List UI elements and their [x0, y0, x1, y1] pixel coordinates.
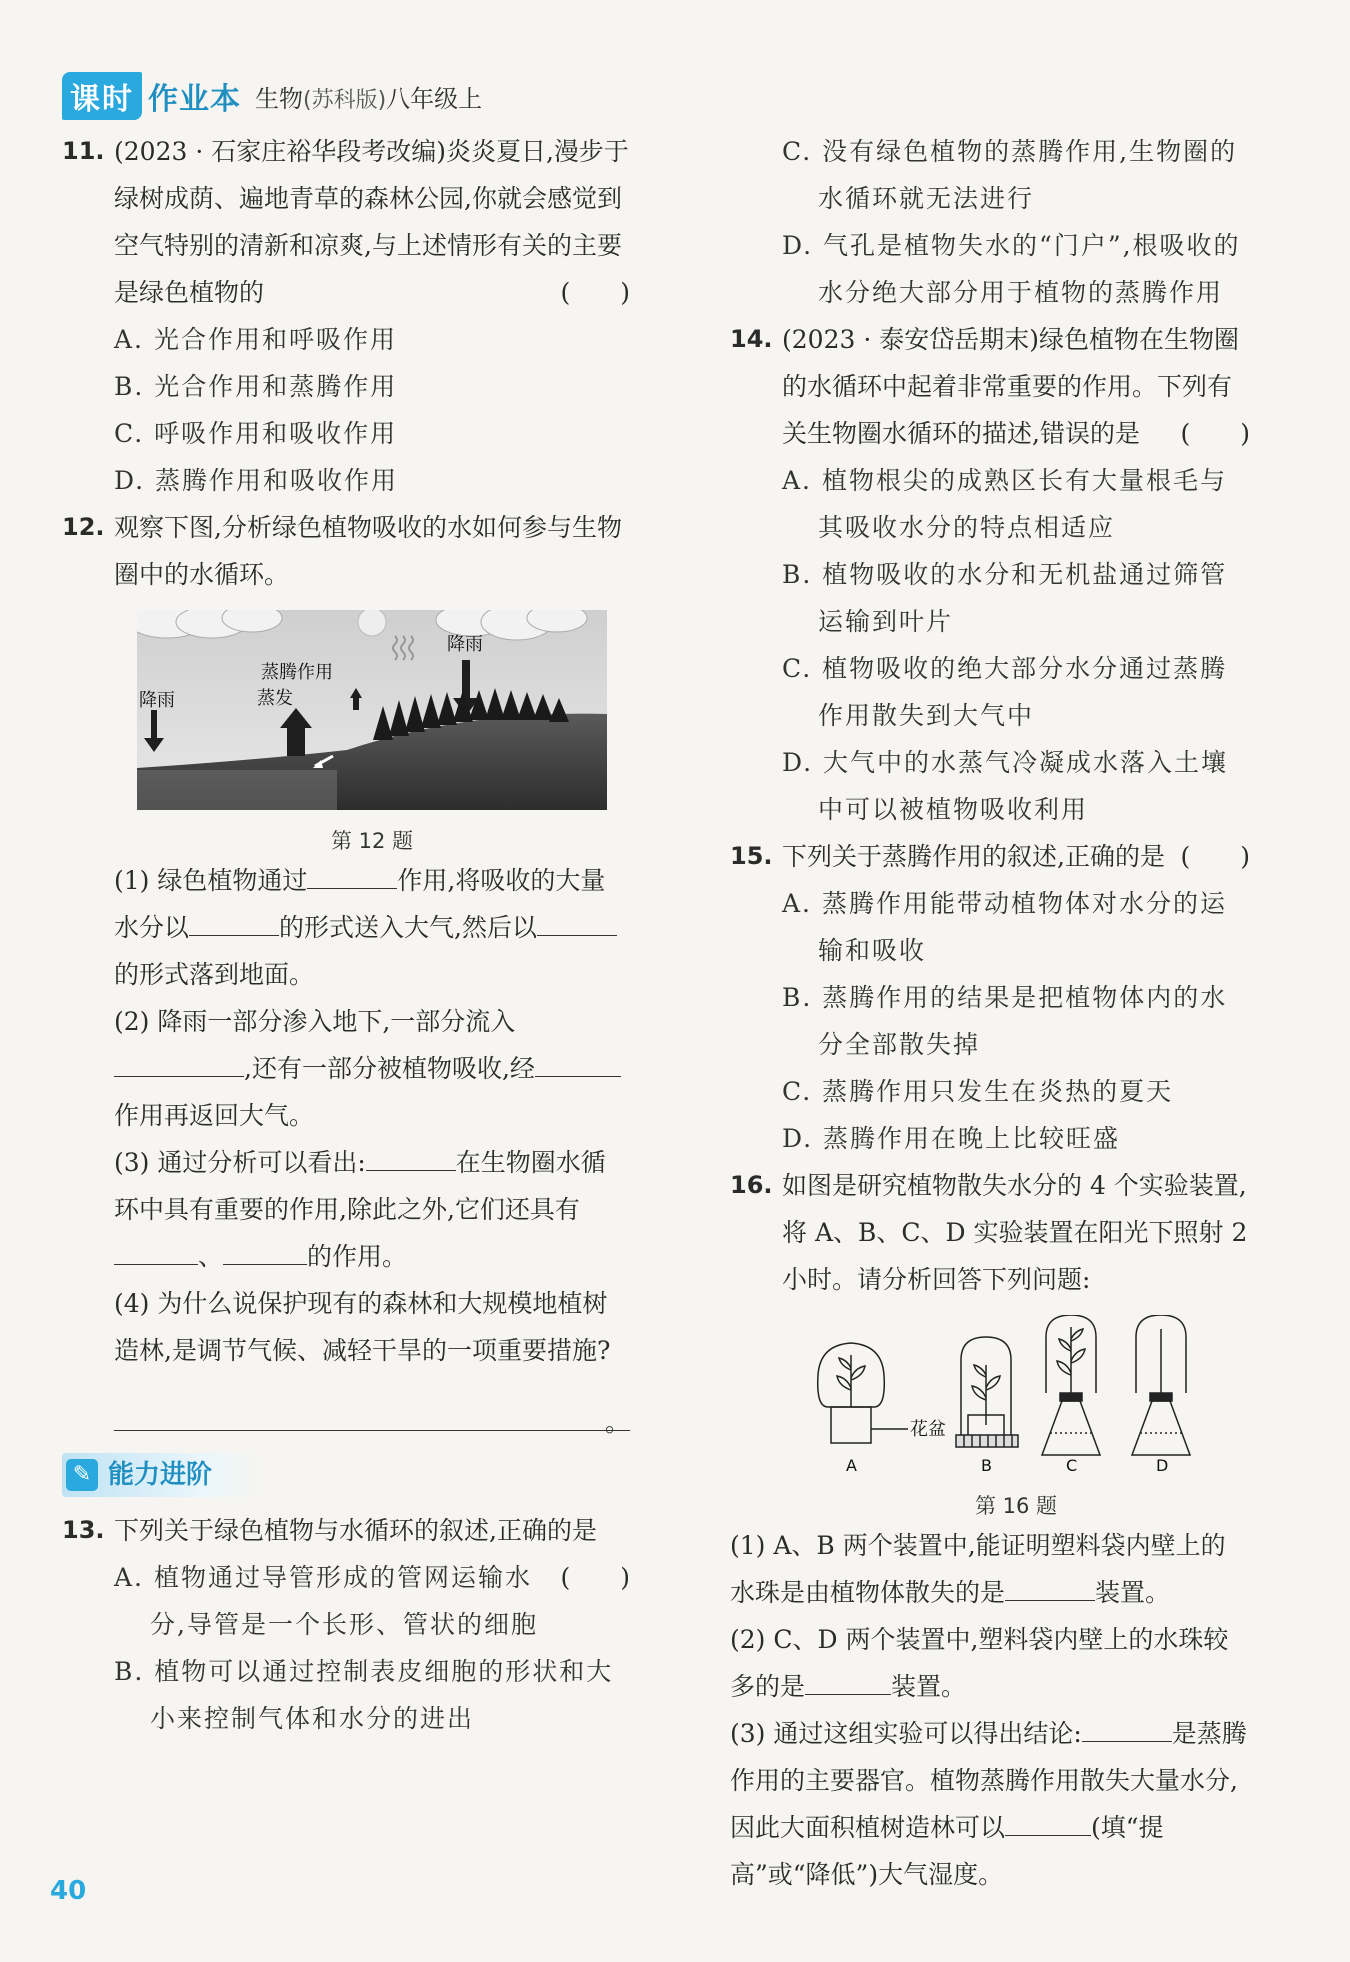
question-stem: 如图是研究植物散失水分的 4 个实验装置,将 A、B、C、D 实验装置在阳光下照射 2 小时。请分析回答下列问题:	[782, 1171, 1248, 1294]
question-stem: 下列关于绿色植物与水循环的叙述,正确的是	[114, 1516, 597, 1545]
label-pot: 花盆	[910, 1419, 946, 1440]
question-stem: 观察下图,分析绿色植物吸收的水如何参与生物圈中的水循环。	[114, 513, 622, 589]
q16-part-3	[730, 1710, 1250, 1898]
pencil-icon: ✎	[66, 1459, 98, 1491]
question-stem: 下列关于蒸腾作用的叙述,正确的是	[782, 842, 1165, 871]
option-a: A. 植物根尖的成熟区长有大量根毛与其吸收水分的特点相适应	[782, 466, 1227, 542]
question-number: 14.	[730, 325, 773, 353]
text: ,还有一部分被植物吸收,经	[244, 1054, 535, 1083]
section-title: 能力进阶	[108, 1459, 213, 1490]
period: 。	[604, 1408, 630, 1437]
fill-blank[interactable]	[223, 1234, 307, 1265]
option-d: D. 蒸腾作用和吸收作用	[114, 466, 399, 495]
figure-water-cycle	[114, 610, 630, 857]
fill-blank[interactable]	[535, 1046, 621, 1077]
q12-part-1	[114, 857, 630, 998]
right-column	[730, 128, 1250, 1898]
option-c: C. 没有绿色植物的蒸腾作用,生物圈的水循环就无法进行	[782, 137, 1238, 213]
q12-part-2	[114, 998, 630, 1139]
option-a: A. 植物通过导管形成的管网运输水分,导管是一个长形、管状的细胞	[114, 1563, 538, 1639]
question-number: 16.	[730, 1171, 773, 1199]
fill-blank[interactable]	[114, 1234, 198, 1265]
text: (3) 通过这组实验可以得出结论:	[730, 1719, 1082, 1748]
option-a: A. 光合作用和呼吸作用	[114, 325, 397, 354]
option-a: A. 蒸腾作用能带动植物体对水分的运输和吸收	[782, 889, 1227, 965]
option-c: C. 蒸腾作用只发生在炎热的夏天	[782, 1077, 1174, 1106]
fill-blank[interactable]	[189, 905, 279, 936]
text: (2) C、D 两个装置中,塑料袋内壁上的水珠较多的是	[730, 1625, 1229, 1701]
question-11	[62, 128, 630, 316]
option-b: B. 光合作用和蒸腾作用	[114, 372, 398, 401]
option-c: C. 植物吸收的绝大部分水分通过蒸腾作用散失到大气中	[782, 654, 1228, 730]
text: 的作用。	[307, 1242, 408, 1271]
question-stem: (2023 · 泰安岱岳期末)绿色植物在生物圈的水循环中起着非常重要的作用。下列有关生物圈水循环的描述,错误的是	[782, 325, 1239, 448]
fill-blank[interactable]	[537, 905, 617, 936]
figure-caption: 第 12 题	[330, 829, 414, 853]
series-logo	[62, 72, 241, 120]
section-header	[62, 1453, 262, 1497]
question-13	[62, 1507, 630, 1592]
text: (1) A、B 两个装置中,能证明塑料袋内壁上的水珠是由植物体散失的是	[730, 1531, 1226, 1607]
label-d: D	[1156, 1456, 1169, 1475]
logo-badge: 课时	[62, 72, 142, 120]
question-14	[730, 316, 1250, 457]
question-12	[62, 504, 630, 598]
question-number: 13.	[62, 1516, 105, 1544]
text: 作用,将吸收的大量水分以	[114, 866, 606, 942]
label-evaporation: 蒸发	[257, 688, 293, 709]
question-15	[730, 833, 1250, 880]
answer-paren: ( )	[1180, 419, 1250, 448]
sun-icon	[358, 610, 386, 636]
text: 装置。	[891, 1672, 967, 1701]
experiment-diagram	[806, 1315, 1226, 1475]
label-a: A	[846, 1456, 857, 1475]
fill-blank[interactable]	[366, 1140, 456, 1171]
option-d: D. 大气中的水蒸气冷凝成水落入土壤中可以被植物吸收利用	[782, 748, 1229, 824]
answer-paren: ( )	[560, 1563, 630, 1592]
text: (填“提高”或“降低”)大气湿度。	[730, 1813, 1164, 1889]
label-rain-left: 降雨	[139, 690, 175, 711]
question-number: 12.	[62, 513, 105, 541]
option-b: B. 蒸腾作用的结果是把植物体内的水分全部散失掉	[782, 983, 1228, 1059]
device-b-icon	[956, 1337, 1018, 1447]
label-rain-right: 降雨	[447, 634, 483, 655]
text: (4) 为什么说保护现有的森林和大规模地植树造林,是调节气候、减轻干旱的一项重要措施?	[114, 1289, 611, 1365]
text: 是蒸腾作用的主要器官。植物蒸腾作用散失大量水分,因此大面积植树造林可以	[730, 1719, 1247, 1842]
option-d: D. 气孔是植物失水的“门户”,根吸收的水分绝大部分用于植物的蒸腾作用	[782, 231, 1241, 307]
page-header	[62, 72, 482, 120]
question-stem: (2023 · 石家庄裕华段考改编)炎炎夏日,漫步于绿树成荫、遍地青草的森林公园,你就会感觉到空气特别的清新和凉爽,与上述情形有关的主要是绿色植物的	[114, 137, 629, 307]
text: 作用再返回大气。	[114, 1101, 315, 1130]
label-transpiration: 蒸腾作用	[261, 662, 333, 683]
label-c: C	[1066, 1456, 1078, 1475]
question-number: 11.	[62, 137, 105, 165]
option-d: D. 蒸腾作用在晚上比较旺盛	[782, 1124, 1121, 1153]
label-b: B	[981, 1456, 992, 1475]
text: (2) 降雨一部分渗入地下,一部分流入	[114, 1007, 516, 1036]
fill-blank[interactable]	[1082, 1711, 1172, 1742]
fill-blank[interactable]	[1005, 1805, 1091, 1836]
text: (1) 绿色植物通过	[114, 866, 308, 895]
answer-paren: ( )	[560, 278, 630, 307]
fill-blank[interactable]	[307, 858, 397, 889]
option-b: B. 植物吸收的水分和无机盐通过筛管运输到叶片	[782, 560, 1228, 636]
fill-blank[interactable]	[805, 1664, 891, 1695]
device-a-icon	[818, 1343, 885, 1443]
figure-experiment	[782, 1315, 1250, 1522]
question-16	[730, 1162, 1250, 1303]
logo-text: 作业本	[148, 82, 241, 117]
option-c: C. 呼吸作用和吸收作用	[114, 419, 398, 448]
text: 、	[198, 1242, 224, 1271]
book-title	[255, 79, 482, 114]
fill-blank[interactable]	[1005, 1570, 1095, 1601]
text: 在生物圈水循环中具有重要的作用,除此之外,它们还具有	[114, 1148, 606, 1224]
option-b: B. 植物可以通过控制表皮细胞的形状和大小来控制气体和水分的进出	[114, 1657, 614, 1733]
device-c-icon	[1042, 1315, 1100, 1455]
text: (3) 通过分析可以看出:	[114, 1148, 366, 1177]
q16-part-1	[730, 1522, 1250, 1616]
text: 装置。	[1095, 1578, 1171, 1607]
question-number: 15.	[730, 842, 773, 870]
page-number: 40	[50, 1876, 87, 1906]
answer-paren: ( )	[1180, 842, 1250, 871]
text: 的形式送入大气,然后以	[279, 913, 537, 942]
q16-part-2	[730, 1616, 1250, 1710]
q12-part-3	[114, 1139, 630, 1280]
fill-blank[interactable]	[114, 1046, 244, 1077]
device-d-icon	[1132, 1315, 1190, 1455]
water-cycle-diagram	[137, 610, 607, 810]
left-column	[62, 128, 630, 1742]
q12-part-4	[114, 1280, 630, 1435]
edition: (苏科版)	[303, 87, 387, 113]
text: 的形式落到地面。	[114, 960, 315, 989]
grade: 八年级上	[386, 84, 483, 113]
figure-caption: 第 16 题	[974, 1494, 1058, 1518]
subject: 生物	[255, 84, 303, 113]
